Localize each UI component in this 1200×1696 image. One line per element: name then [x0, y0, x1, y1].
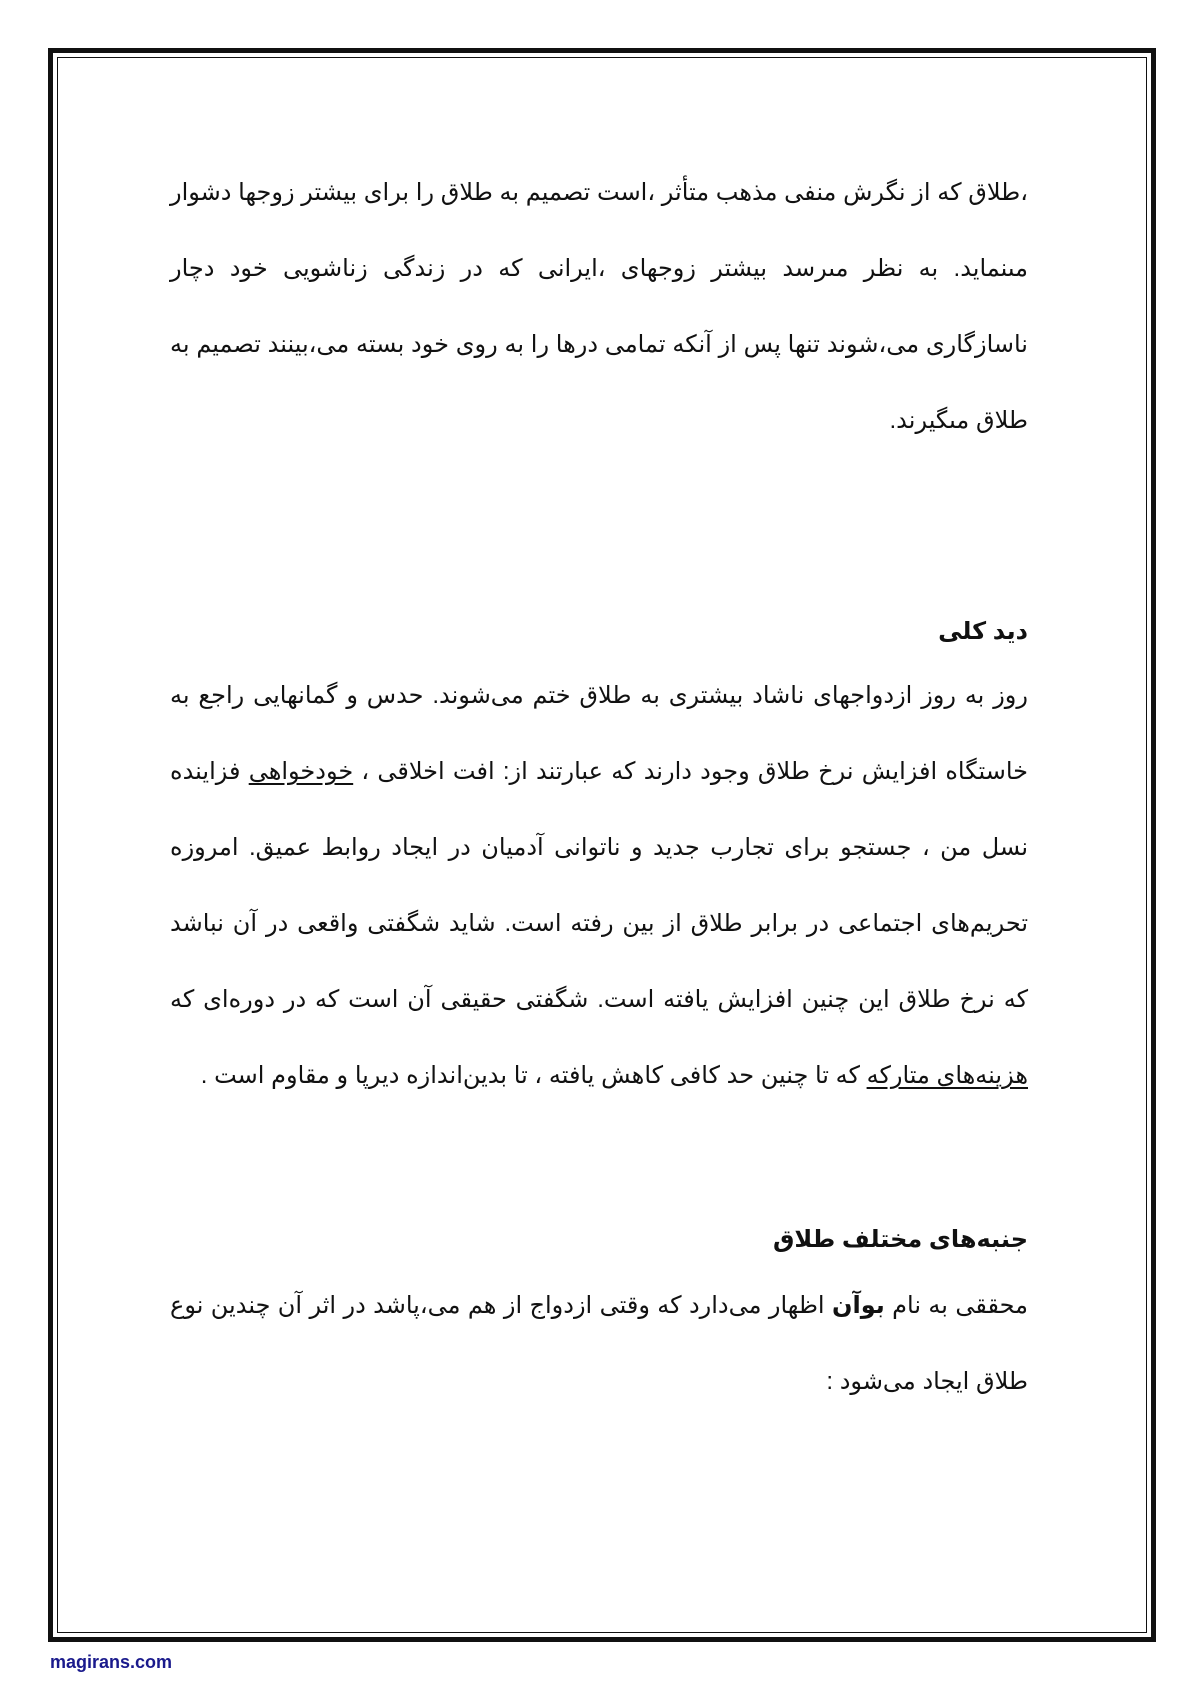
underlined-term-selfishness: خودخواهی: [248, 758, 354, 785]
paragraph-overview-text-2: فزاینده نسل من ، جستجو برای تجارب جدید و ناتوانی آدمیان در ایجاد روابط عمیق. امروزه تحریم‌های اجتماعی در برابر طلاق از بین رفته است. شاید شگفتی واقعی در آن نباشد که نرخ طلاق این چنین افزایش یافته است. شگفتی حقیقی آن است که در دوره‌ای که: [170, 758, 1028, 1013]
researcher-name: بوآن: [832, 1292, 885, 1319]
heading-overview: دید کلی: [938, 618, 1028, 645]
paragraph-overview-text-3: که تا چنین حد کافی کاهش یافته ، تا بدین‌اندازه دیرپا و مقاوم است .: [200, 1062, 867, 1089]
underlined-term-separation-costs: هزینه‌های متارکه: [866, 1062, 1028, 1089]
paragraph-overview-text-1: روز به روز ازدواجهای ناشاد بیشتری به طلاق ختم می‌شوند. حدس و گمانهایی راجع به خاستگاه افزایش نرخ طلاق وجود دارند که عبارتند از: افت اخلاقی ،: [170, 682, 1028, 785]
source-site-link[interactable]: magirans.com: [50, 1652, 173, 1672]
paragraph-intro: ،طلاق که از نگرش منفی مذهب متأثر ،است تصمیم به طلاق را برای بیشتر زوجها دشوار مىنماید. به نظر مىرسد بیشتر زوجهای ،ایرانی که در زندگی زناشویی خود دچار ناسازگاری مى،شوند تنها پس از آنکه تمامی درها را به روی خود بسته مى،بینند تصمیم به طلاق مىگیرند.: [170, 179, 1028, 434]
paragraph-aspects: [170, 1268, 1028, 1420]
heading-aspects: جنبه‌های مختلف طلاق: [772, 1226, 1028, 1253]
paragraph-aspects-text-2: اظهار می‌دارد که وقتی ازدواج از هم می‌،پاشد در اثر آن چندین نوع طلاق ایجاد می‌شود :: [170, 1292, 1028, 1395]
paragraph-overview: [170, 658, 1028, 1114]
paragraph-aspects-text-1: محققی به نام: [884, 1292, 1028, 1319]
